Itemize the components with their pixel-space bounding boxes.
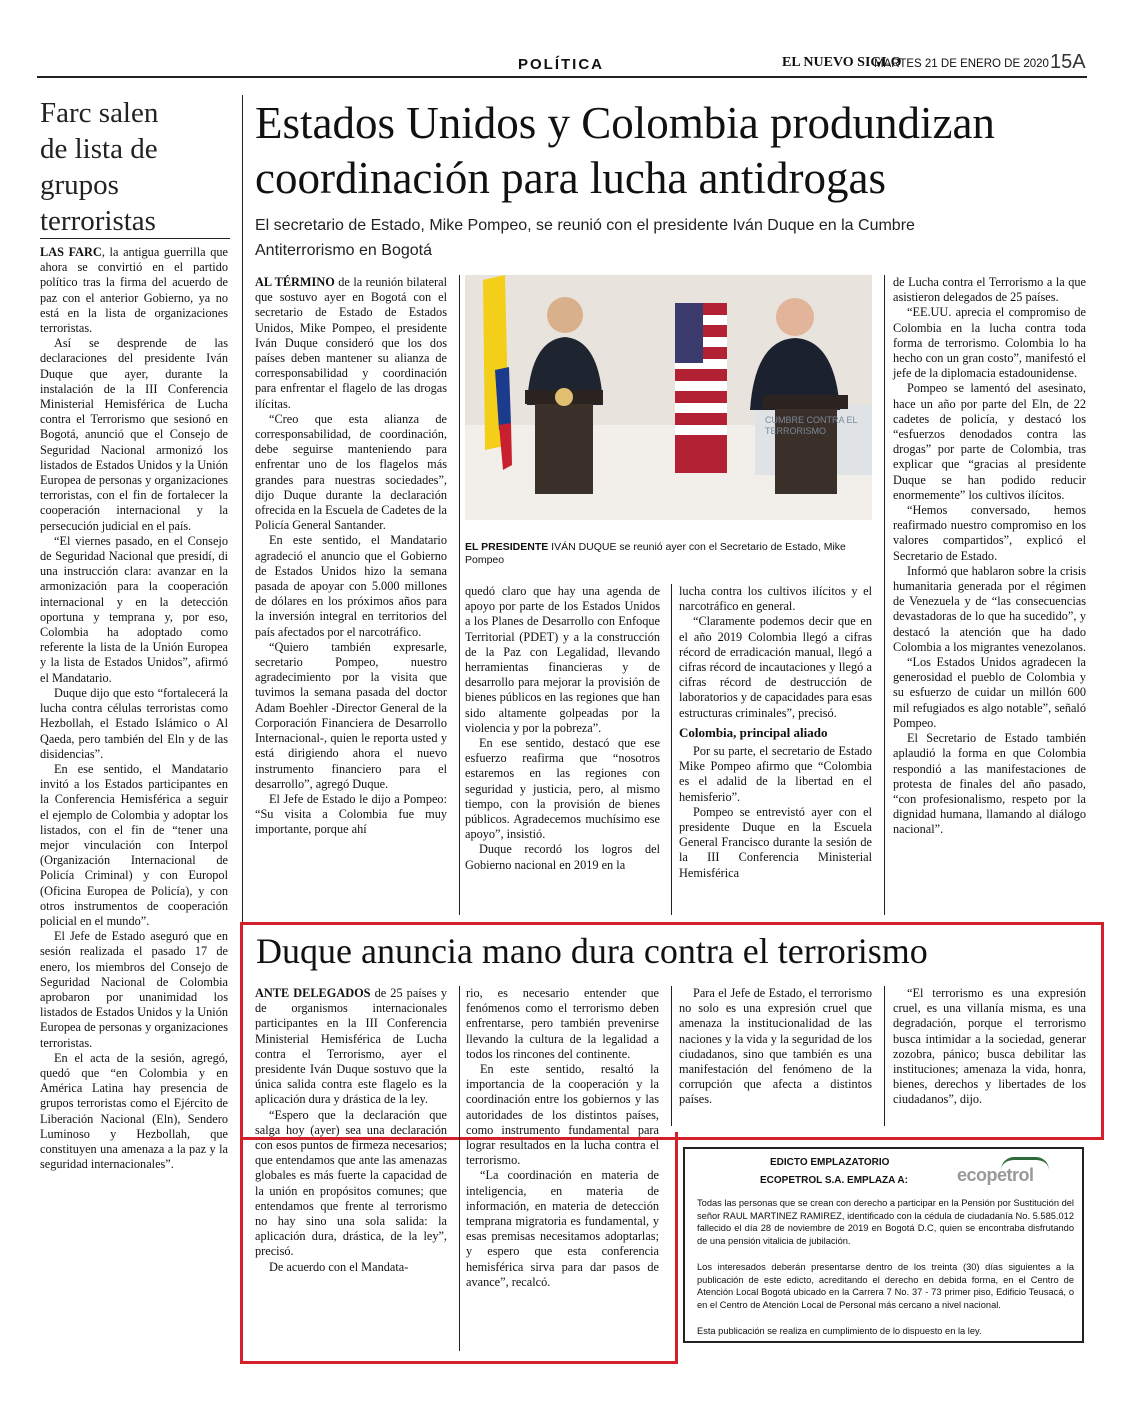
header-rule xyxy=(37,76,1087,78)
sidebar-paragraph: “El viernes pasado, en el Consejo de Seguridad Nacional que presidí, di una instrucción clara: avanzar en la armonización para la cooperación internacional y en la detección oportuna y temprana y, por eso, Colombia ha adoptado como referente la lista de la Unión Europea y la lista de Estados Unidos”, afirmó el Mandatario. xyxy=(40,533,228,685)
main-paragraph: En ese sentido, destacó que ese esfuerzo reafirma que “nosotros estaremos en las regiones con seguridad y justicia, pero, al mismo tiempo, con la provisión de bienes públicos. Agradecemos muchísimo ese apoyo”, insistió. xyxy=(465,736,660,842)
column-divider xyxy=(671,584,672,915)
column-divider xyxy=(459,275,460,915)
sidebar-paragraph: Así se desprende de las declaraciones del presidente Iván Duque que ayer, durante la instalación de la III Conferencia Ministerial Hemisférica de Lucha contra el Terrorismo que sesionó en Bogotá, anunció que el Consejo de Seguridad Nacional armonizó los listados de Estados Unidos y la Unión Europea de personas y organizaciones terroristas, con el fin de fortalecer la cooperación internacional y la persecución judicial en el país. xyxy=(40,336,228,533)
notice-subtitle: ECOPETROL S.A. EMPLAZA A: xyxy=(760,1175,908,1186)
sidebar-paragraph: Duque dijo que esto “fortalecerá la lucha contra células terroristas como Hezbollah, el Estado Islámico o Al Qaeda, pero también del Eln y de las disidencias”. xyxy=(40,685,228,761)
masthead-brand: EL NUEVO SIGLO xyxy=(782,55,902,70)
notice-title: EDICTO EMPLAZATORIO xyxy=(770,1157,890,1168)
sidebar-title-rule xyxy=(40,238,230,239)
second-column-1: ANTE DELEGADOS de 25 países y de organismos internacionales participantes en la III Conferencia Ministerial Hemisférica de Lucha contra el Terrorismo, ayer el presidente Iván Duque sostuvo que la única salida contra este flagelo es la aplicación dura y drástica de la ley. “Espero que la declaración que salga hoy (ayer) sea una declaración con esos puntos de firmeza necesarios; que entendamos que ante las amenazas globales es más fuerte la capacidad de la unión en propósitos comunes; que entendamos que frente al terrorismo no hay sino una sola salida: la aplicación dura, drástica, de la ley”, precisó. De acuerdo con el Mandata- xyxy=(255,986,447,1274)
photo-sign-text: CUMBRE CONTRA EL TERRORISMO xyxy=(765,415,858,436)
main-paragraph: “Los Estados Unidos agradecen la generosidad el pueblo de Colombia y su esfuerzo de cuidar un millón 600 mil refugiados es algo notable”, señaló Pompeo. xyxy=(893,655,1086,730)
main-paragraph: El Jefe de Estado le dijo a Pompeo: “Su visita a Colombia fue muy importante, porque ahí xyxy=(255,791,447,837)
photo-illustration xyxy=(465,275,872,520)
main-paragraph: “Creo que esta alianza de corresponsabilidad, de coordinación, debe seguirse manteniendo para enfrentar uno de los flagelos más grandes para nuestras sociedades”, dijo Duque durante la declaración ofrecida en la Escuela de Cadetes de la Policía General Santander. xyxy=(255,411,447,533)
sidebar-body: LAS FARC, la antigua guerrilla que ahora se convirtió en el partido político tras la firma del acuerdo de paz con el anterior Gobierno, ya no está en la lista de organizaciones terroristas. Así se desprende de las declaraciones del presidente Iván Duque que ayer, durante la instalación de la III Conferencia Ministerial Hemisférica de Lucha contra el Terrorismo que sesionó en Bogotá, anunció que el Consejo de Seguridad Nacional armonizó los listados de Estados Unidos y la Unión Europea de personas y organizaciones terroristas, con el fin de fortalecer la cooperación internacional y la persecución judicial en el país. “El viernes pasado, en el Consejo de Seguridad Nacional que presidí, di una instrucción clara: avanzar en la armonización para la cooperación internacional y en la detección oportuna y temprana y, por eso, Colombia ha adoptado como referente la lista de la Unión Europea y la lista de Estados Unidos”, afirmó el Mandatario. Duque dijo que esto “fortalecerá la lucha contra células terroristas como Hezbollah, el Estado Islámico o Al Qaeda, pero también del Eln y de las disidencias”. En ese sentido, el Mandatario invitó a los Estados participantes en la Conferencia Hemisférica a seguir el ejemplo de Colombia y adoptar los listados, con el fin de “tener una mejor vinculación con Interpol (Organización Internacional de Policía Criminal) y con Europol (Oficina Europea de Policía), y con otros instrumentos de cooperación policial en el mundo”. El Jefe de Estado aseguró que en sesión realizada el pasado 17 de enero, los miembros del Consejo de Seguridad Nacional de Colombia aprobaron por unanimidad los listados de Estados Unidos y la Unión Europea de personas y organizaciones terroristas. En el acta de la sesión, agregó, quedó que “en Colombia y en América Latina hay presencia de grupos terroristas como el Ejército de Liberación Nacional (Eln), Sendero Luminoso y Hezbollah, que constituyen una amenaza a la paz y la seguridad internacionales”. xyxy=(40,245,228,1172)
main-column-3: lucha contra los cultivos ilícitos y el narcotráfico en general. “Claramente podemos decir que en el año 2019 Colombia llegó a cifras récord de erradicación manual, llegó a cifras récord de incautaciones y llegó a cifras récord de destrucción de laboratorios y de capacidades para esas estructuras criminales”, precisó. Colombia, principal aliado Por su parte, el secretario de Estado Mike Pompeo afirmo que “Colombia es el adalid de la libertad en el hemisferio”. Pompeo se entrevistó ayer con el presidente Duque en la Escuela General Francisco durante la sesión de la III Conferencia Ministerial Hemisférica xyxy=(679,584,872,880)
second-paragraph: “El terrorismo es una expresión cruel, es una villanía misma, es una degradación, porque el terrorismo busca intimidar a la sociedad, generar zozobra, pánico; busca debilitar las instituciones; amenaza la vida, honra, bienes, derechos y libertades de los ciudadanos”, dijo. xyxy=(893,986,1086,1107)
legal-notice xyxy=(683,1147,1084,1343)
iguana-icon xyxy=(1001,1157,1049,1170)
main-paragraph: “EE.UU. aprecia el compromiso de Colombia en la lucha contra toda forma de terrorismo. Colombia lo ha hecho con un gran costo”, manifestó el jefe de la diplomacia estadounidense. xyxy=(893,305,1086,381)
photo-caption: EL PRESIDENTE IVÁN DUQUE se reunió ayer con el Secretario de Estado, Mike Pompeo xyxy=(465,541,846,566)
section-label: POLÍTICA xyxy=(518,56,604,73)
notice-paragraph: Todas las personas que se crean con derecho a participar en la Pensión por Sustitución del señor RAUL MARTINEZ RAMIREZ, identificado con la cédula de ciudadanía No. 5.585.012 fallecido el día 28 de noviembre de 2019 en Bogotá D.C, quien se encontraba disfrutando de una pensión vitalicia de jubilación. xyxy=(697,1198,1074,1246)
column-divider xyxy=(671,986,672,1126)
second-paragraph: “La coordinación en materia de inteligencia, en materia de información, en materia de detección temprana migratoria es fundamental, y esas premisas necesitamos adoptarlas; y espero que esta conferencia hemisférica sirva para dar pasos de avance”, recalcó. xyxy=(466,1168,659,1289)
column-divider xyxy=(884,986,885,1126)
main-paragraph: “Claramente podemos decir que en el año 2019 Colombia llegó a cifras récord de erradicación manual, llegó a cifras récord de incautaciones y llegó a cifras récord de destrucción de laboratorios y de capacidades para esas estructuras criminales”, precisó. xyxy=(679,614,872,720)
main-paragraph: Pompeo se entrevistó ayer con el presidente Duque en la Escuela General Francisco durante la sesión de la III Conferencia Ministerial Hemisférica xyxy=(679,804,872,880)
second-paragraph: En este sentido, resaltó la importancia de la cooperación y la coordinación entre los gobiernos y las autoridades de los distintos países, como instrumento fundamental para lograr resultados en la lucha contra el terrorismo. xyxy=(466,1062,659,1168)
second-column-3 xyxy=(679,986,872,1108)
main-paragraph: “Quiero también expresarle, secretario Pompeo, nuestro agradecimiento por la visita que tuvimos la semana pasada del doctor Adam Boehler -Director General de la Corporación Financiera de Desarrollo Internacional-, quien le reporta usted y está dirigiendo ahora el nuevo instrumento financiero para el desarrollo”, agregó Duque. xyxy=(255,639,447,791)
main-paragraph: Informó que hablaron sobre la crisis humanitaria generada por el régimen de Venezuela y de “las consecuencias devastadoras de lo que ha sucedido”, y destacó la atención que ha dado Colombia a los migrantes venezolanos. xyxy=(893,563,1086,654)
main-headline: Estados Unidos y Colombia produndizan coordinación para lucha antidrogas xyxy=(255,98,995,203)
second-headline: Duque anuncia mano dura contra el terrorismo xyxy=(256,931,928,971)
second-column-4 xyxy=(893,986,1086,1108)
main-column-1: AL TÉRMINO de la reunión bilateral que sostuvo ayer en Bogotá con el secretario de Estado de Estados Unidos, Mike Pompeo, el presidente Iván Duque consideró que los dos países deben mantener su alianza de corresponsabilidad y coordinación para enfrentar el flagelo de las drogas ilícitas. “Creo que esta alianza de corresponsabilidad, de coordinación, debe seguirse manteniendo para enfrentar uno de los flagelos más grandes para nuestras sociedades”, dijo Duque durante la declaración ofrecida en la Escuela de Cadetes de la Policía General Santander. En este sentido, el Mandatario agradeció el anuncio que el Gobierno de Estados Unidos hizo la semana pasada de apoyar con 5.000 millones de dólares en los próximos años para la inversión integral en territorios del país afectados por el narcotráfico. “Quiero también expresarle, secretario Pompeo, nuestro agradecimiento por la visita que tuvimos la semana pasada del doctor Adam Boehler -Director General de la Corporación Financiera de Desarrollo Internacional-, quien le reporta usted y está dirigiendo ahora el nuevo instrumento financiero para el desarrollo”, agregó Duque. El Jefe de Estado le dijo a Pompeo: “Su visita a Colombia fue muy importante, porque ahí xyxy=(255,275,447,837)
main-paragraph: Pompeo se lamentó del asesinato, hace un año por parte del Eln, de 22 cadetes de policía, y destacó los “esfuerzos denodados contra las drogas” por parte de Colombia, tras explicar que “gracias al presidente Duque se han podido reducir enormemente” los cultivos ilícitos. xyxy=(893,381,1086,502)
column-divider xyxy=(884,275,885,915)
column-divider xyxy=(459,986,460,1351)
second-paragraph: De acuerdo con el Mandata- xyxy=(269,1259,409,1274)
main-paragraph: “Hemos conversado, hemos reafirmado nuestro compromiso en los valores compartidos”, explicó el Secretario de Estado. xyxy=(893,503,1086,563)
second-lead: ANTE DELEGADOS xyxy=(255,986,371,1000)
photo-caption-lead: EL PRESIDENTE xyxy=(465,541,549,553)
notice-paragraph: Esta publicación se realiza en cumplimiento de lo dispuesto en la ley. xyxy=(697,1326,982,1336)
notice-paragraph: Los interesados deberán presentarse dentro de los treinta (30) días siguientes a la publicación de este edicto, acreditando el derecho en debida forma, en el Centro de Atención Local Bogotá ubicado en la Carrera 7 No. 37 - 73 primer piso, Edificio Teusacá, o en el Centro de Atención Local de Personal más cercano a nivel nacional. xyxy=(697,1262,1074,1310)
sidebar-paragraph: En ese sentido, el Mandatario invitó a los Estados participantes en la Conferencia Hemisférica a seguir el ejemplo de Colombia y adoptar los listados, con el fin de “tener una mejor vinculación con Interpol (Organización Internacional de Policía Criminal) y con Europol (Oficina Europea de Policía), y con otros instrumentos de cooperación policial en el mundo”. xyxy=(40,761,228,928)
second-paragraph: Para el Jefe de Estado, el terrorismo no solo es una expresión cruel que amenaza la institucionalidad de las naciones y la vida y la seguridad de los ciudadanos, sino que también es una manifestación del fenómeno de la corrupción que afecta a distintos países. xyxy=(679,986,872,1107)
main-paragraph: Duque recordó los logros del Gobierno nacional en 2019 en la xyxy=(465,842,660,872)
main-lead: AL TÉRMINO xyxy=(255,275,335,289)
page-number: 15A xyxy=(1050,51,1086,73)
subheading: Colombia, principal aliado xyxy=(679,724,828,740)
sidebar-paragraph: En el acta de la sesión, agregó, quedó que “en Colombia y en América Latina hay presencia de grupos terroristas como el Ejército de Liberación Nacional (Eln), Sendero Luminoso y Hezbollah, que constituyen una amenaza a la paz y la seguridad internacionales”. xyxy=(40,1050,228,1172)
main-paragraph: En este sentido, el Mandatario agradeció el anuncio que el Gobierno de Estados Unidos hizo la semana pasada de apoyar con 5.000 millones de dólares en los próximos años para la inversión integral en territorios del país afectados por el narcotráfico. xyxy=(255,533,447,639)
sidebar-paragraph: El Jefe de Estado aseguró que en sesión realizada el pasado 17 de enero, los miembros del Consejo de Seguridad Nacional de Colombia aprobaron por unanimidad los listados de Estados Unidos y la Unión Europea de personas y organizaciones terroristas. xyxy=(40,929,228,1050)
main-paragraph: El Secretario de Estado también aplaudió la forma en que Colombia respondió a las manifestaciones de protesta de finales del año pasado, “con profesionalismo, respeto por la dignidad humana, llamando al diálogo nacional”. xyxy=(893,731,1086,837)
sidebar-lead: LAS FARC xyxy=(40,245,102,259)
main-deck: El secretario de Estado, Mike Pompeo, se reunió con el presidente Iván Duque en la Cumbre Antiterrorismo en Bogotá xyxy=(255,217,915,259)
ecopetrol-logo: ecopetrol xyxy=(957,1165,1034,1186)
second-paragraph: “Espero que la declaración que salga hoy (ayer) sea una declaración con esos puntos de firmeza necesarios; que entendamos que ante las amenazas globales es más fuerte la capacidad de la unión en propósitos comunes; que entendamos que frente al terrorismo no hay sino una sola salida: la aplicación dura, drástica, de la ley”, precisó. xyxy=(255,1107,447,1259)
second-column-2: rio, es necesario entender que fenómenos como el terrorismo deben enfrentarse, pero también prevenirse llevando la cultura de la legalidad a todos los rincones del continente. En este sentido, resaltó la importancia de la cooperación y la coordinación entre los gobiernos y las autoridades de los distintos países, como instrumento fundamental para lograr resultados en la lucha contra el terrorismo. “La coordinación en materia de inteligencia, en materia de información, en materia de detección temprana migratoria es fundamental, y esas premisas necesitamos adoptarlas; y espero que esta conferencia hemisférica sirva para dar pasos de avance”, recalcó. xyxy=(466,986,659,1289)
issue-date: MARTES 21 DE ENERO DE 2020 xyxy=(874,58,1049,70)
sidebar-title: Farc salen de lista de grupos terroristas xyxy=(40,97,159,237)
main-column-2: quedó claro que hay una agenda de apoyo por parte de los Estados Unidos a los Planes de Desarrollo con Enfoque Territorial (PDET) y a la construcción de la Paz con Legalidad, llevando herramientas financieras y de desarrollo para mejorar la provisión de bienes públicos en las regiones que han sido altamente golpeadas por la violencia y por la pobreza”. En ese sentido, destacó que ese esfuerzo reafirma que “nosotros estaremos en las regiones con seguridad y justicia, pero, al mismo tiempo, con la provisión de bienes públicos. Agradecemos muchísimo ese apoyo”, insistió. Duque recordó los logros del Gobierno nacional en 2019 en la xyxy=(465,584,660,872)
news-photo xyxy=(465,275,872,520)
main-column-4: de Lucha contra el Terrorismo a la que asistieron delegados de 25 países. “EE.UU. aprecia el compromiso de Colombia en la lucha contra toda forma de terrorismo. Colombia lo ha hecho con un gran costo”, manifestó el jefe de la diplomacia estadounidense. Pompeo se lamentó del asesinato, hace un año por parte del Eln, de 22 cadetes de policía, y destacó los “esfuerzos denodados contra las drogas” por parte de Colombia, tras explicar que “gracias al presidente Duque se han podido reducir enormemente” los cultivos ilícitos. “Hemos conversado, hemos reafirmado nuestro compromiso en los valores compartidos”, explicó el Secretario de Estado. Informó que hablaron sobre la crisis humanitaria generada por el régimen de Venezuela y de “las consecuencias devastadoras de lo que ha sucedido”, y destacó la atención que ha dado Colombia a los migrantes venezolanos. “Los Estados Unidos agradecen la generosidad el pueblo de Colombia y su esfuerzo de cuidar un millón 600 mil refugiados es algo notable”, señaló Pompeo. El Secretario de Estado también aplaudió la forma en que Colombia respondió a las manifestaciones de protesta de finales del año pasado, “con profesionalismo, respeto por la dignidad humana, llamando al diálogo nacional”. xyxy=(893,275,1086,837)
main-paragraph: Por su parte, el secretario de Estado Mike Pompeo afirmo que “Colombia es el adalid de la libertad en el hemisferio”. xyxy=(679,744,872,804)
